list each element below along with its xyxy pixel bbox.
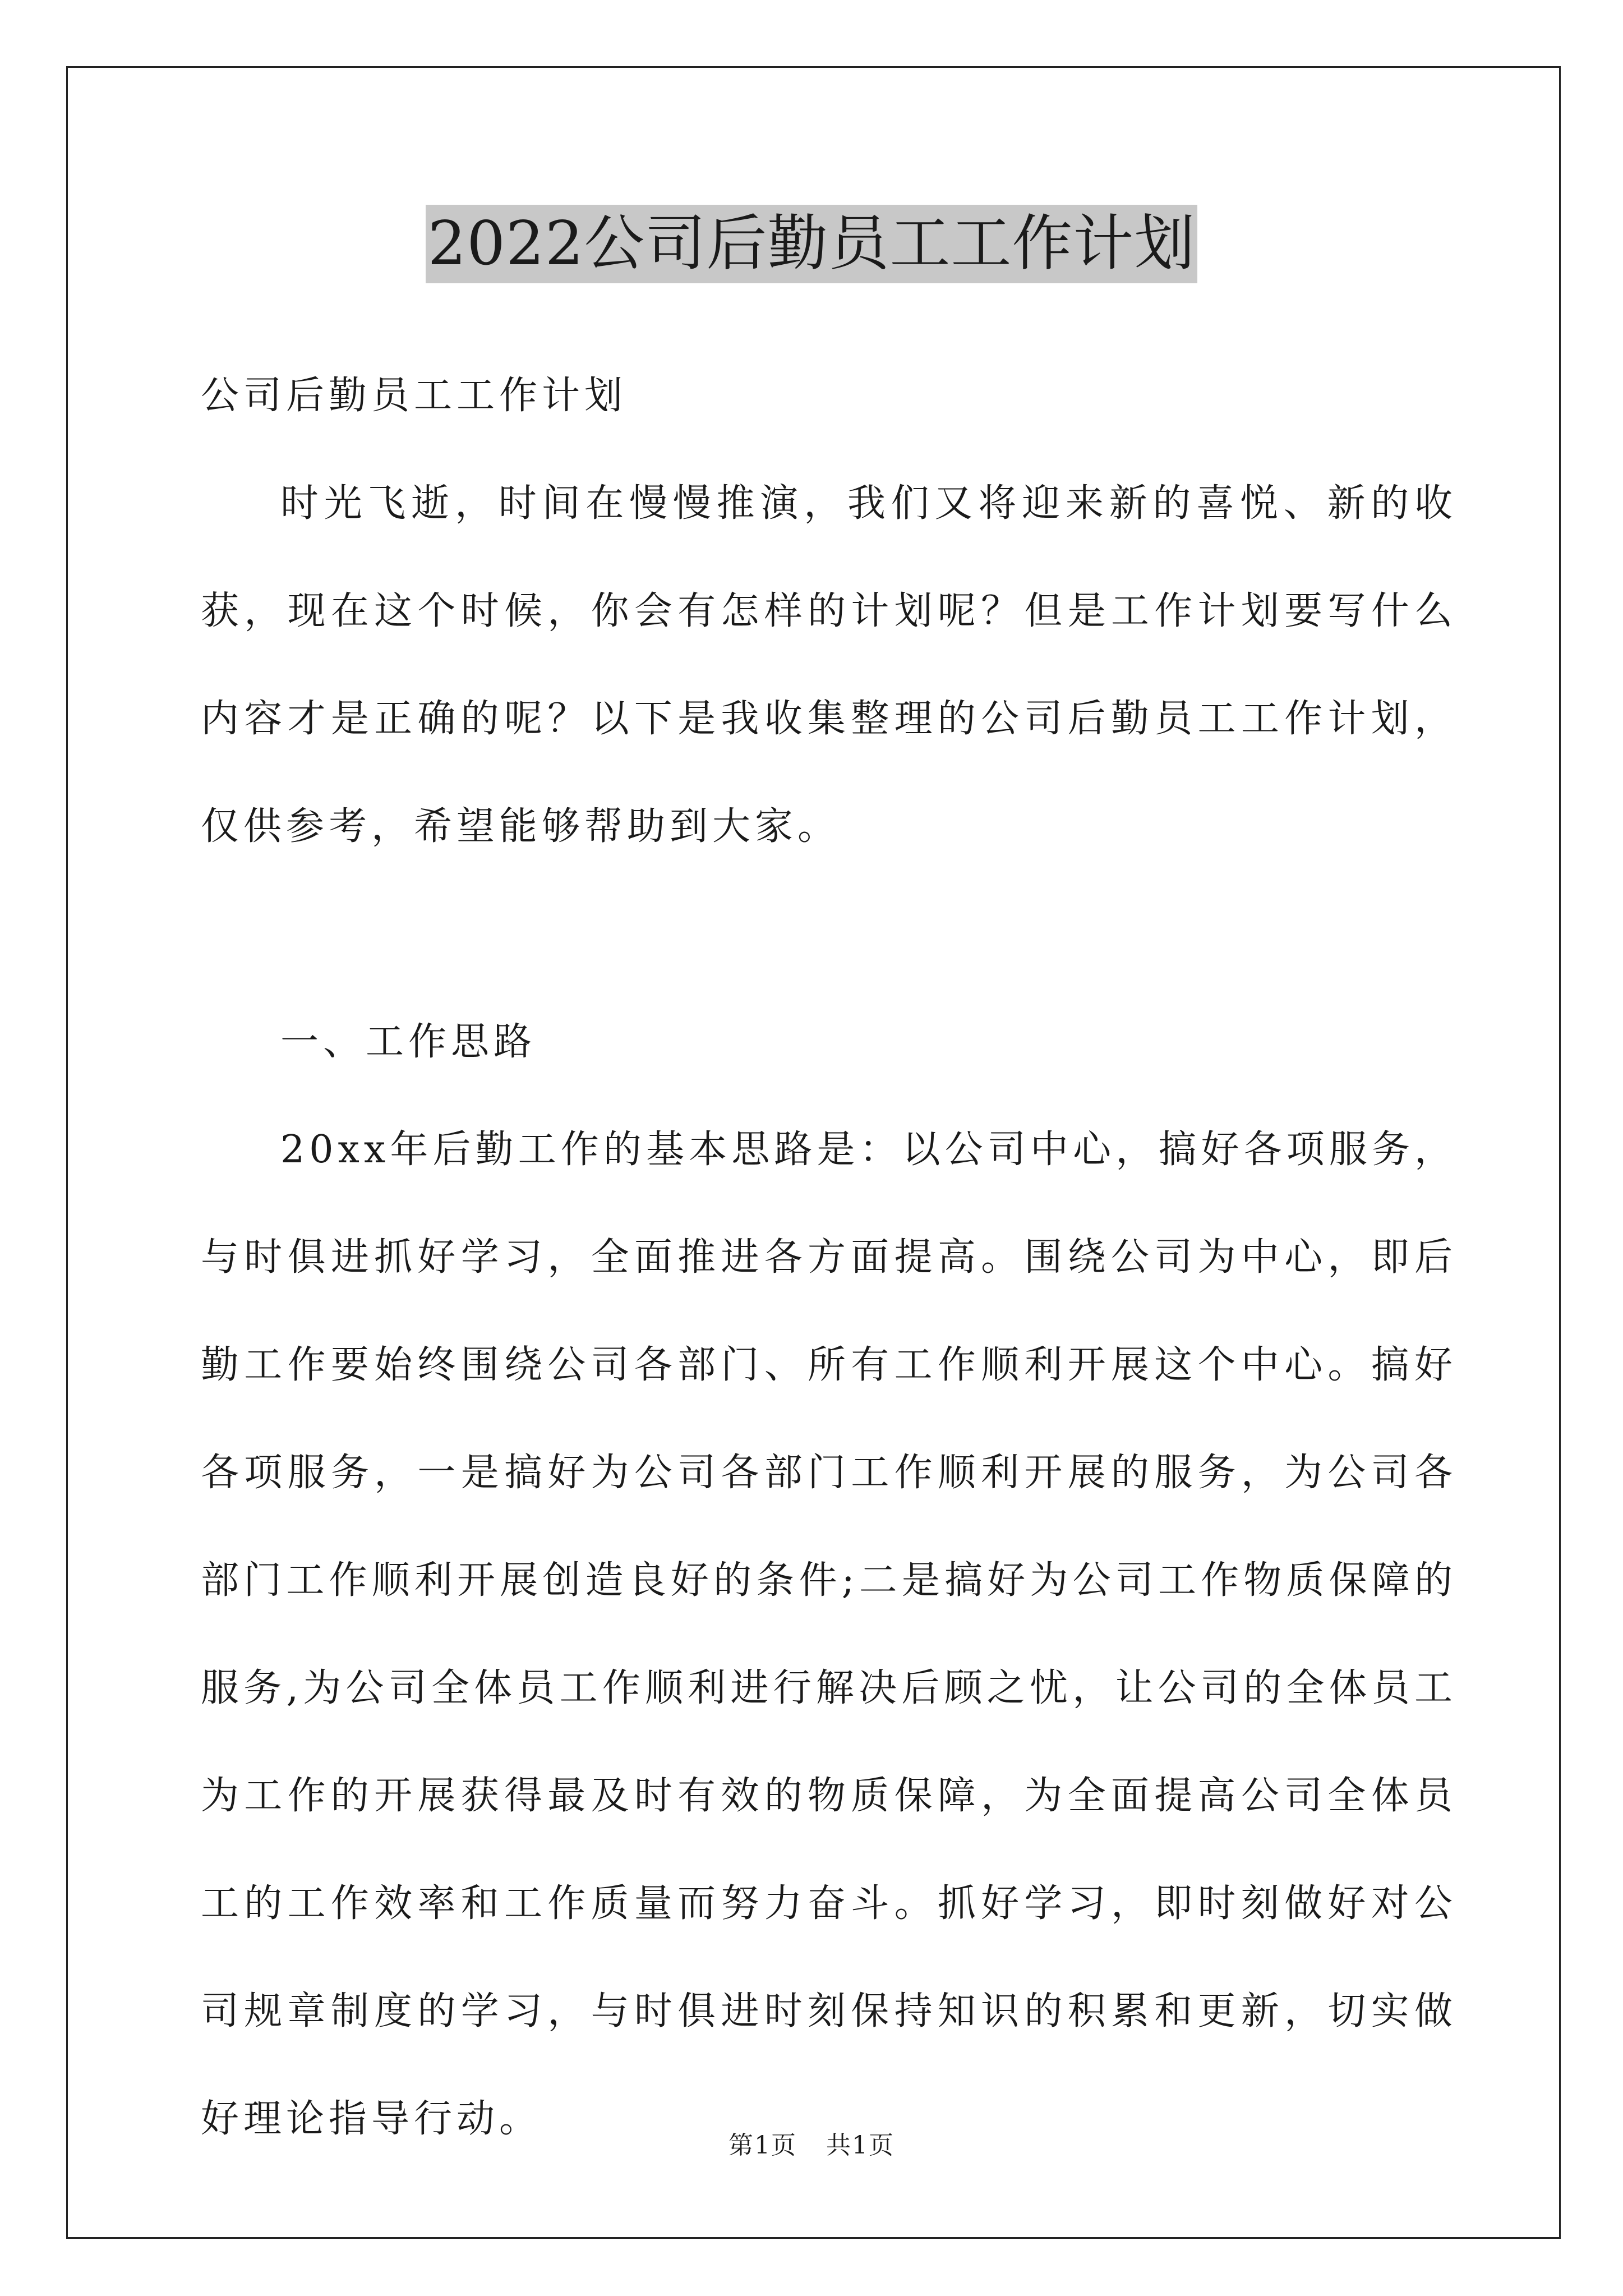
page-total: 共1页 [826, 2131, 895, 2160]
document-subtitle: 公司后勤员工工作计划 [201, 374, 628, 418]
page-number: 第1页 [728, 2131, 797, 2160]
intro-paragraph: 时光飞逝，时间在慢慢推演，我们又将迎来新的喜悦、新的收获，现在这个时候，你会有怎样的计划呢？但是工作计划要写什么内容才是正确的呢？以下是我收集整理的公司后勤员工工作计划，仅供参考，希望能够帮助到大家。 [201, 481, 1457, 849]
page-footer [0, 2129, 1623, 2162]
document-body [201, 342, 1457, 2173]
section-paragraph: 20xx年后勤工作的基本思路是：以公司中心，搞好各项服务，与时俱进抓好学习，全面推进各方面提高。围绕公司为中心，即后勤工作要始终围绕公司各部门、所有工作顺利开展这个中心。搞好各项服务，一是搞好为公司各部门工作顺利开展的服务，为公司各部门工作顺利开展创造良好的条件;二是搞好为公司工作物质保障的服务,为公司全体员工作顺利进行解决后顾之忧，让公司的全体员工为工作的开展获得最及时有效的物质保障，为全面提高公司全体员工的工作效率和工作质量而努力奋斗。抓好学习，即时刻做好对公司规章制度的学习，与时俱进时刻保持知识的积累和更新，切实做好理论指导行动。 [201, 1128, 1457, 2141]
paragraph-spacer [201, 881, 1457, 988]
document-title-text: 2022公司后勤员工工作计划 [426, 205, 1198, 283]
document-title [0, 205, 1623, 283]
section-heading: 一、工作思路 [280, 1020, 537, 1064]
